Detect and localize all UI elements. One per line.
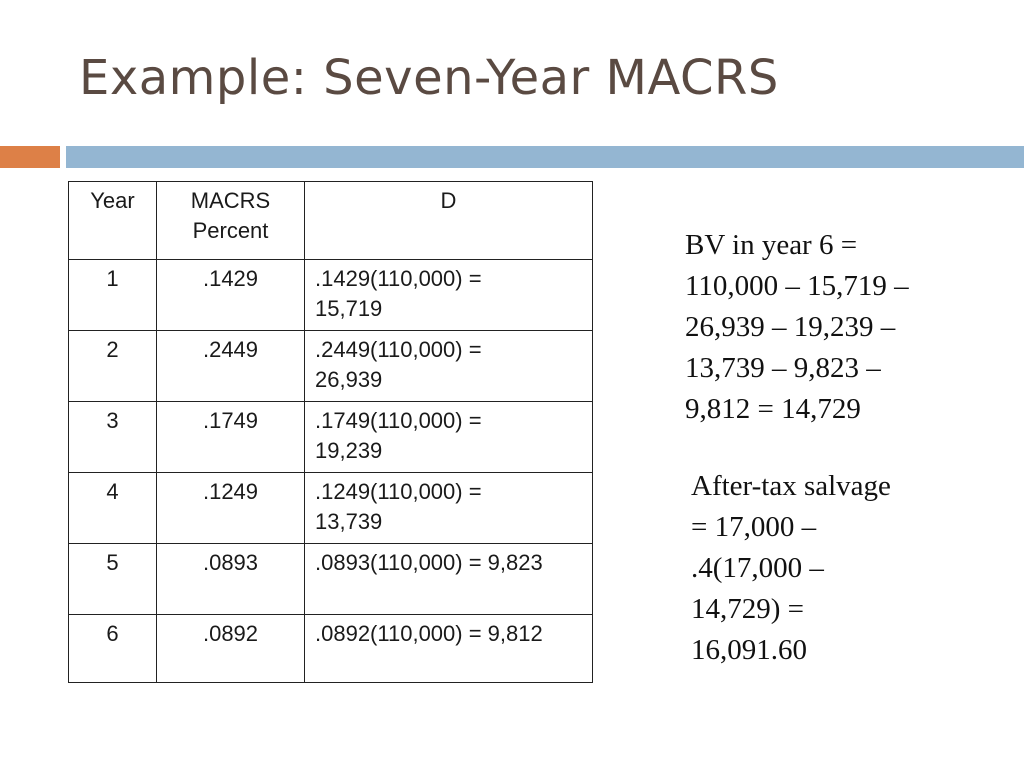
header-depreciation: D xyxy=(305,182,593,260)
cell-depreciation: .1749(110,000) = 19,239 xyxy=(305,402,593,473)
macrs-table xyxy=(68,181,593,683)
cell-year: 1 xyxy=(69,260,157,331)
cell-depreciation: .2449(110,000) = 26,939 xyxy=(305,331,593,402)
book-value-calculation: BV in year 6 = 110,000 – 15,719 – 26,939 – 19,239 – 13,739 – 9,823 – 9,812 = 14,729 xyxy=(685,229,909,425)
table-row xyxy=(69,544,593,615)
header-year: Year xyxy=(69,182,157,260)
cell-percent: .2449 xyxy=(157,331,305,402)
cell-percent: .1429 xyxy=(157,260,305,331)
after-tax-salvage-calculation: After-tax salvage = 17,000 – .4(17,000 – 14,729) = 16,091.60 xyxy=(691,470,891,666)
cell-year: 3 xyxy=(69,402,157,473)
accent-bar-orange xyxy=(0,146,60,168)
slide-title: Example: Seven-Year MACRS xyxy=(79,50,779,106)
table-row xyxy=(69,615,593,683)
cell-depreciation: .0893(110,000) = 9,823 xyxy=(305,544,593,615)
cell-year: 6 xyxy=(69,615,157,683)
cell-depreciation: .0892(110,000) = 9,812 xyxy=(305,615,593,683)
cell-percent: .0893 xyxy=(157,544,305,615)
table-row xyxy=(69,402,593,473)
cell-percent: .0892 xyxy=(157,615,305,683)
table-header-row xyxy=(69,182,593,260)
cell-depreciation: .1429(110,000) = 15,719 xyxy=(305,260,593,331)
table-row xyxy=(69,473,593,544)
cell-percent: .1249 xyxy=(157,473,305,544)
accent-bar-blue xyxy=(66,146,1024,168)
cell-depreciation: .1249(110,000) = 13,739 xyxy=(305,473,593,544)
cell-year: 4 xyxy=(69,473,157,544)
cell-year: 5 xyxy=(69,544,157,615)
table-row xyxy=(69,260,593,331)
header-macrs-percent: MACRS Percent xyxy=(157,182,305,260)
cell-year: 2 xyxy=(69,331,157,402)
table-row xyxy=(69,331,593,402)
cell-percent: .1749 xyxy=(157,402,305,473)
